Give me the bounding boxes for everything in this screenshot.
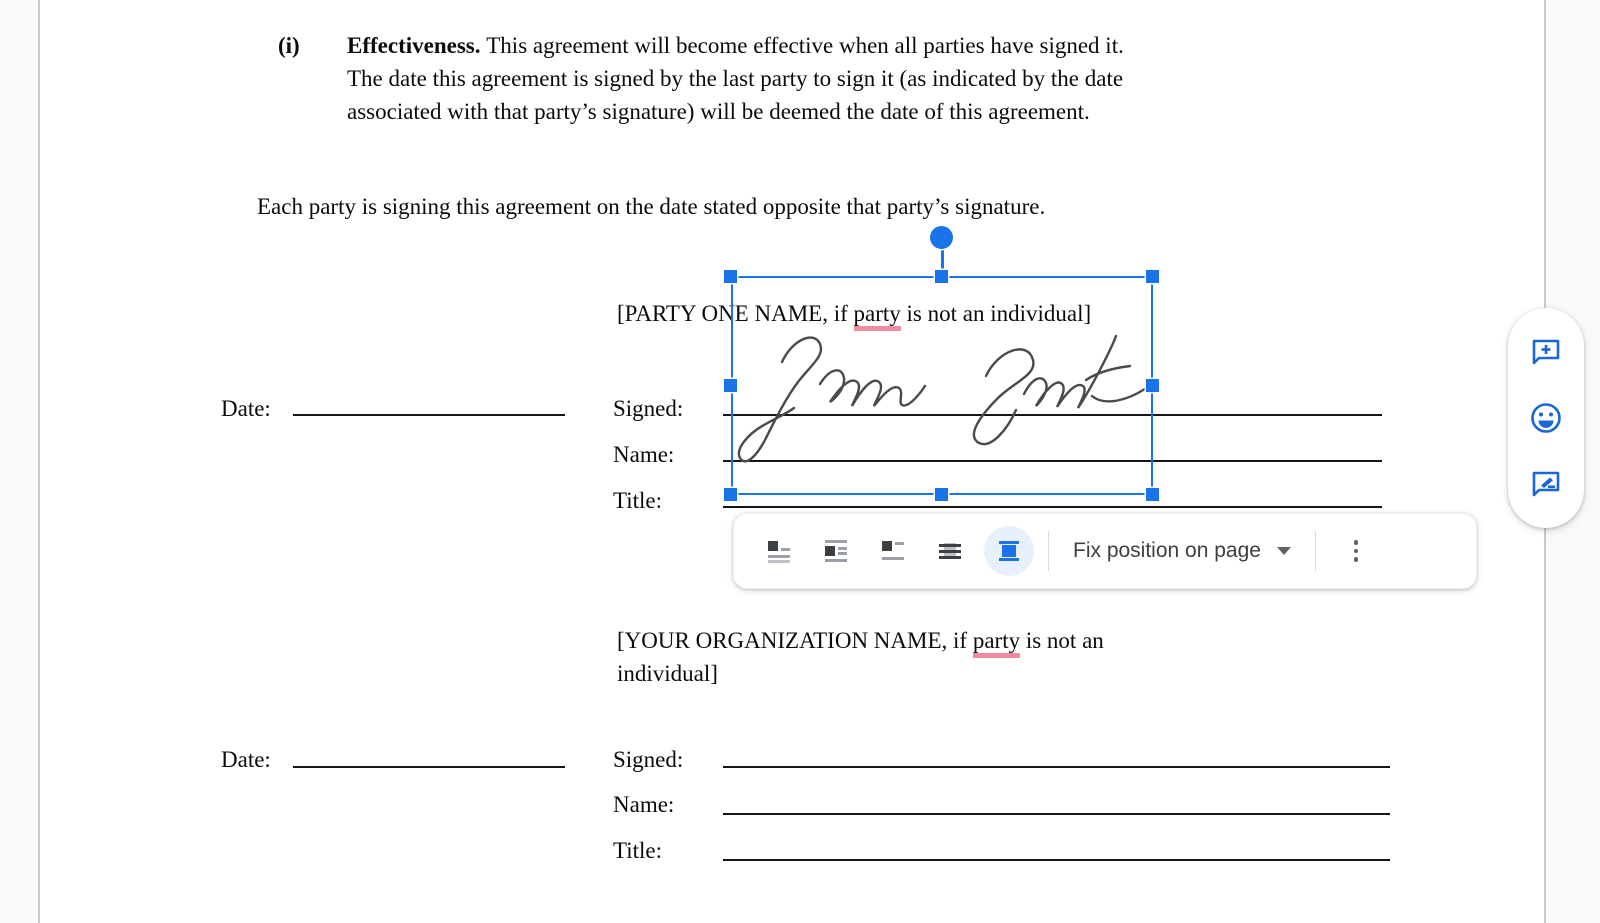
side-action-panel [1508,308,1584,528]
date-label-2: Date: [221,747,271,772]
name-label-1: Name: [613,442,675,467]
left-margin-area [0,0,38,923]
in-front-of-text-icon[interactable] [984,526,1034,576]
spellcheck-flagged-word[interactable]: party [854,301,901,331]
clause-line-1: Effectiveness. This agreement will become effective when all parties have signed it. [347,33,1124,58]
image-options-toolbar [733,513,1477,589]
signed-label-1: Signed: [613,396,684,421]
resize-handle-middle-left[interactable] [724,379,737,392]
fix-position-label: Fix position on page [1073,539,1261,562]
resize-handle-top-center[interactable] [935,270,948,283]
wrap-in-line-icon[interactable] [756,528,802,574]
resize-handle-middle-right[interactable] [1146,379,1159,392]
add-comment-icon[interactable] [1524,330,1568,374]
toolbar-divider-1 [1048,531,1049,571]
wrap-text-icon[interactable] [813,528,859,574]
resize-handle-top-left[interactable] [724,270,737,283]
intro-sentence: Each party is signing this agreement on the date stated opposite that party’s signature. [257,194,1046,219]
three-dot-menu-icon[interactable] [1334,529,1378,573]
fix-position-dropdown[interactable] [1063,531,1301,571]
party-two-heading-line-2: individual] [617,661,718,686]
rotation-handle[interactable] [930,226,953,249]
name-line-2 [723,813,1390,815]
clause-number: (i) [278,33,300,58]
resize-handle-top-right[interactable] [1146,270,1159,283]
resize-handle-bottom-right[interactable] [1146,488,1159,501]
behind-text-icon[interactable] [927,528,973,574]
date-line-1 [293,414,565,416]
title-line-1 [723,506,1382,508]
party-two-heading-line-1: [YOUR ORGANIZATION NAME, if party is not an [617,624,1104,657]
date-line-2 [293,766,565,768]
chevron-down-icon [1277,547,1291,555]
signed-line-2 [723,766,1390,768]
suggest-edits-icon[interactable] [1524,462,1568,506]
title-line-2 [723,859,1390,861]
spellcheck-flagged-word-2[interactable]: party [973,628,1020,658]
page-left-edge [38,0,40,923]
title-label-2: Title: [613,838,663,863]
add-emoji-icon[interactable] [1524,396,1568,440]
clause-heading: Effectiveness. [347,33,481,58]
signed-label-2: Signed: [613,747,684,772]
resize-handle-bottom-left[interactable] [724,488,737,501]
date-label-1: Date: [221,396,271,421]
image-selection-box[interactable] [731,276,1153,495]
resize-handle-bottom-center[interactable] [935,488,948,501]
toolbar-divider-2 [1315,531,1316,571]
name-label-2: Name: [613,792,675,817]
party-one-heading: [PARTY ONE NAME, if party is not an individual] [617,297,1091,330]
clause-line-2: The date this agreement is signed by the last party to sign it (as indicated by the date [347,66,1124,91]
break-text-icon[interactable] [870,528,916,574]
clause-line-3: associated with that party’s signature) will be deemed the date of this agreement. [347,99,1090,124]
title-label-1: Title: [613,488,663,513]
